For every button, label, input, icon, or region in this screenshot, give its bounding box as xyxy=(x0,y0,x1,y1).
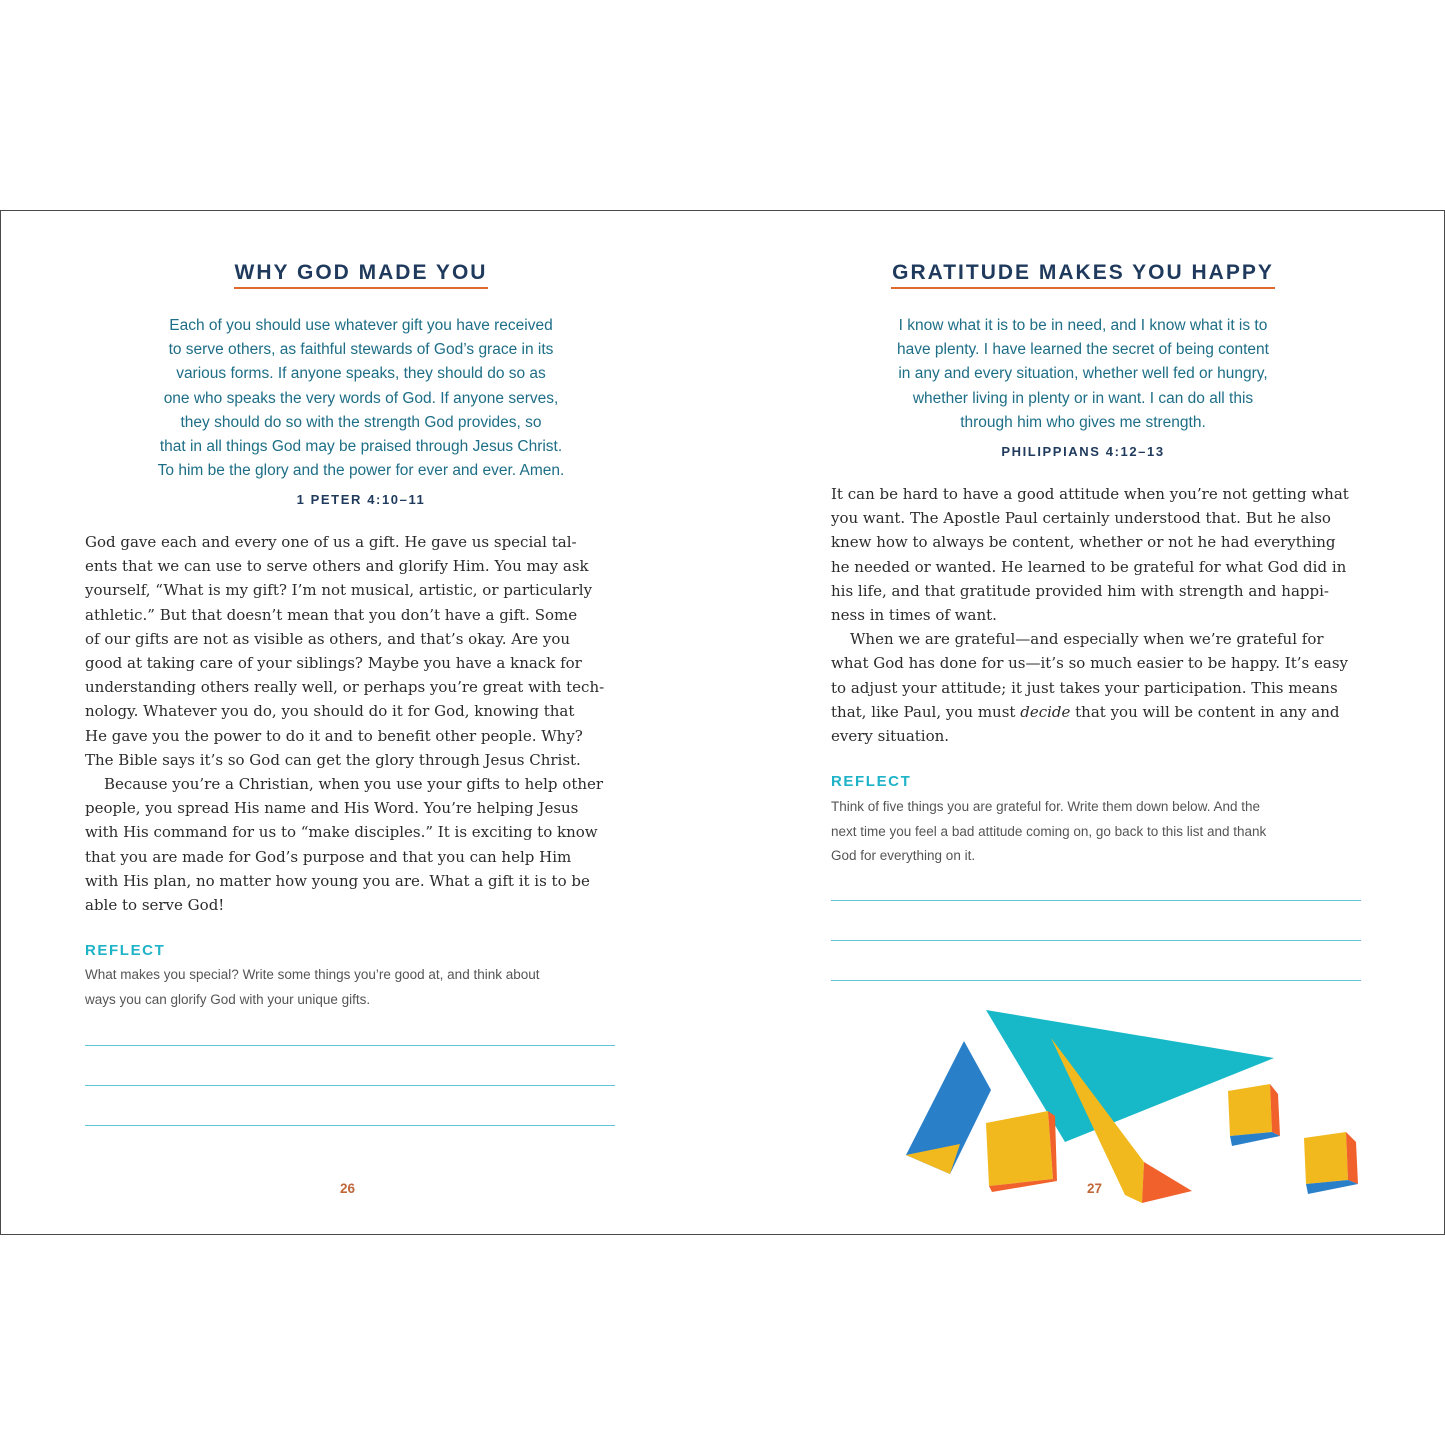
right-page xyxy=(722,211,1444,1234)
verse-line: I know what it is to be in need, and I know what it is to xyxy=(898,317,1268,334)
body-line: When we are grateful—and especially when we’re grateful for xyxy=(850,630,1324,649)
body-line: what God has done for us—it’s so much easier to be happy. It’s easy xyxy=(831,654,1348,673)
verse-line: they should do so with the strength God provides, so xyxy=(180,413,542,431)
geometric-shapes-illustration-icon xyxy=(902,1006,1372,1211)
emphasis-word: decide xyxy=(1020,702,1071,721)
left-page-number: 26 xyxy=(340,1181,356,1196)
body-line: Because you’re a Christian, when you use your gifts to help other xyxy=(104,775,604,794)
verse-line: one who speaks the very words of God. If anyone serves, xyxy=(163,389,559,407)
body-line: It can be hard to have a good attitude when you’re not getting what xyxy=(831,485,1349,503)
right-page-number: 27 xyxy=(1087,1181,1103,1196)
verse-line: through him who gives me strength. xyxy=(960,413,1206,431)
body-line: ents that we can use to serve others and glorify Him. You may ask xyxy=(85,557,589,576)
write-in-line[interactable] xyxy=(831,940,1361,941)
reflect-line: next time you feel a bad attitude coming on, go back to this list and thank xyxy=(831,823,1267,839)
left-title-text: WHY GOD MADE YOU xyxy=(234,261,489,289)
reflect-line: God for everything on it. xyxy=(831,848,976,863)
body-line: with His plan, no matter how young you are. What a gift it is to be xyxy=(85,871,590,890)
body-line: you want. The Apostle Paul certainly understood that. But he also xyxy=(831,509,1331,528)
body-line: his life, and that gratitude provided him with strength and happi- xyxy=(831,581,1329,600)
body-line: every situation. xyxy=(831,727,950,746)
book-spread xyxy=(0,210,1445,1235)
body-line xyxy=(831,700,1431,724)
body-line: God gave each and every one of us a gift. He gave us special tal- xyxy=(85,533,577,551)
reflect-line: ways you can glorify God with your unique gifts. xyxy=(85,991,371,1007)
body-line: yourself, “What is my gift? I’m not musical, artistic, or particularly xyxy=(85,581,593,600)
small-cube-1-front xyxy=(1228,1084,1272,1136)
reflect-line: What makes you special? Write some things you’re good at, and think about xyxy=(85,967,540,982)
right-reflect-heading: REFLECT xyxy=(831,773,912,790)
write-in-line[interactable] xyxy=(831,980,1361,981)
left-body-text xyxy=(85,530,685,917)
right-verse xyxy=(722,314,1444,435)
body-line: athletic.” But that doesn’t mean that you don’t have a gift. Some xyxy=(85,605,578,624)
body-line: He gave you the power to do it and to benefit other people. Why? xyxy=(85,726,583,745)
small-cube-2-front xyxy=(1304,1132,1348,1184)
left-reflect-heading: REFLECT xyxy=(85,942,166,959)
verse-line: Each of you should use whatever gift you have received xyxy=(169,317,553,334)
verse-line: whether living in plenty or in want. I can do all this xyxy=(912,389,1254,407)
yellow-cube-front xyxy=(986,1111,1053,1186)
write-in-line[interactable] xyxy=(831,900,1361,901)
verse-line: that in all things God may be praised through Jesus Christ. xyxy=(159,438,563,456)
body-line: of our gifts are not as visible as others, and that’s okay. Are you xyxy=(85,629,571,648)
body-line: that you are made for God’s purpose and that you can help Him xyxy=(85,847,572,866)
body-line: people, you spread His name and His Word. You’re helping Jesus xyxy=(85,799,579,818)
reflect-line: Think of five things you are grateful for. Write them down below. And the xyxy=(831,799,1260,814)
right-body-text xyxy=(831,482,1431,748)
write-in-line[interactable] xyxy=(85,1125,615,1126)
right-reflect-prompt xyxy=(831,795,1266,869)
write-in-line[interactable] xyxy=(85,1085,615,1086)
write-in-line[interactable] xyxy=(85,1045,615,1046)
right-title-text: GRATITUDE MAKES YOU HAPPY xyxy=(891,261,1275,289)
body-text-segment: that you will be content in any and xyxy=(1075,702,1340,721)
body-line: he needed or wanted. He learned to be grateful for what God did in xyxy=(831,557,1347,576)
body-line: able to serve God! xyxy=(85,896,225,915)
yellow-cone-orange-face xyxy=(1142,1162,1192,1203)
left-verse xyxy=(1,314,721,483)
body-text-segment: that, like Paul, you must xyxy=(831,702,1016,721)
left-page-title xyxy=(1,261,721,289)
verse-line: various forms. If anyone speaks, they should do so as xyxy=(176,365,546,383)
right-verse-reference: PHILIPPIANS 4:12–13 xyxy=(1001,444,1165,459)
verse-line: To him be the glory and the power for ever and ever. Amen. xyxy=(157,462,565,480)
body-line: understanding others really well, or perhaps you’re great with tech- xyxy=(85,678,605,697)
body-line: nology. Whatever you do, you should do it for God, knowing that xyxy=(85,702,575,721)
body-line: The Bible says it’s so God can get the glory through Jesus Christ. xyxy=(85,750,581,769)
left-page xyxy=(1,211,721,1234)
body-line: ness in times of want. xyxy=(831,606,997,625)
left-verse-reference: 1 PETER 4:10–11 xyxy=(296,492,426,507)
verse-line: to serve others, as faithful stewards of God’s grace in its xyxy=(168,341,554,359)
body-line: good at taking care of your siblings? Maybe you have a knack for xyxy=(85,654,582,673)
verse-line: have plenty. I have learned the secret of being content xyxy=(897,341,1269,359)
body-line: knew how to always be content, whether or not he had everything xyxy=(831,533,1336,552)
left-reflect-prompt xyxy=(85,963,540,1012)
right-page-title xyxy=(722,261,1444,289)
verse-line: in any and every situation, whether well fed or hungry, xyxy=(898,365,1268,383)
body-line: to adjust your attitude; it just takes your participation. This means xyxy=(831,678,1338,697)
body-line: with His command for us to “make disciples.” It is exciting to know xyxy=(85,823,598,842)
